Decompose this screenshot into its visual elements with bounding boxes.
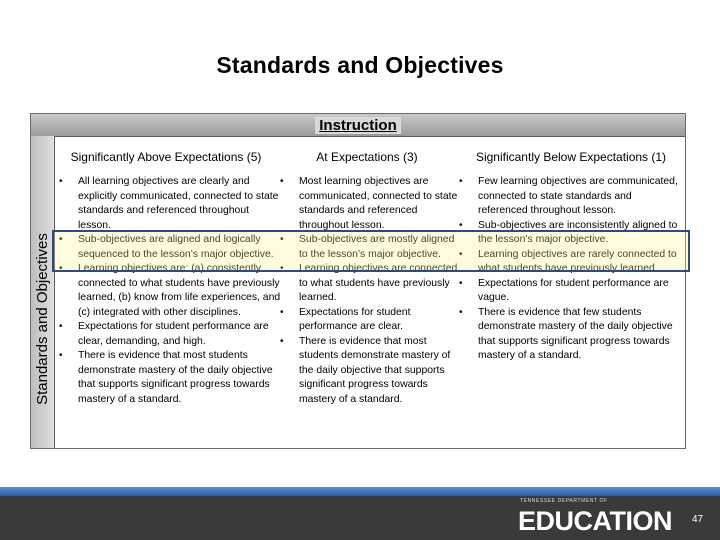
list-item: • Learning objectives are connected to what students have previously learned. — [277, 262, 461, 306]
list-item: • Sub-objectives are inconsistently aligned to the lesson’s major objective. — [456, 219, 684, 248]
logo-department-text: TENNESSEE DEPARTMENT OF — [520, 498, 608, 504]
list-item: • Expectations for student performance are vague. — [456, 277, 684, 306]
column-heading-below: Significantly Below Expectations (1) — [475, 150, 667, 164]
list-item: • Expectations for student performance are clear, demanding, and high. — [56, 320, 282, 349]
table-header — [31, 117, 685, 134]
page-number: 47 — [692, 514, 704, 525]
education-logo: EDUCATION — [518, 506, 672, 536]
list-item: • Sub-objectives are aligned and logically sequenced to the lesson’s major objective. — [56, 233, 282, 262]
list-item: • Learning objectives are rarely connected to what students have previously learned. — [456, 248, 684, 277]
column-above — [56, 175, 282, 407]
column-at — [277, 175, 461, 407]
row-label-bar — [31, 136, 55, 448]
row-label — [33, 194, 53, 444]
list-item: • Sub-objectives are mostly aligned to the lesson’s major objective. — [277, 233, 461, 262]
table-header-label: Instruction — [315, 117, 401, 134]
row-label-text: Standards and Objectives — [34, 233, 51, 405]
column-heading-above: Significantly Above Expectations (5) — [70, 150, 262, 164]
list-item: • Expectations for student performance are clear. — [277, 306, 461, 335]
column-heading-at: At Expectations (3) — [316, 150, 418, 164]
highlight-box — [52, 230, 690, 272]
list-item: • There is evidence that most students demonstrate mastery of the daily objective that supports significant progress towards mastery of a standard. — [56, 349, 282, 407]
slide-title: Standards and Objectives — [216, 52, 504, 78]
list-item: • Learning objectives are: (a) consistently connected to what students have previously learned, (b) know from life experiences, and (c) integrated with other disciplines. — [56, 262, 282, 320]
table-header-bar — [31, 114, 685, 137]
rubric-table — [30, 113, 686, 449]
footer-accent-bar — [0, 487, 720, 496]
list-item: • There is evidence that most students demonstrate mastery of the daily objective that supports significant progress towards mastery of a standard. — [277, 335, 461, 408]
list-item: • Few learning objectives are communicated, connected to state standards and referenced throughout lesson. — [456, 175, 684, 219]
list-item: • All learning objectives are clearly and explicitly communicated, connected to state standards and referenced throughout lesson. — [56, 175, 282, 233]
list-item: • Most learning objectives are communicated, connected to state standards and referenced throughout lesson. — [277, 175, 461, 233]
list-item: • There is evidence that few students demonstrate mastery of the daily objective that supports significant progress towards mastery of a standard. — [456, 306, 684, 364]
